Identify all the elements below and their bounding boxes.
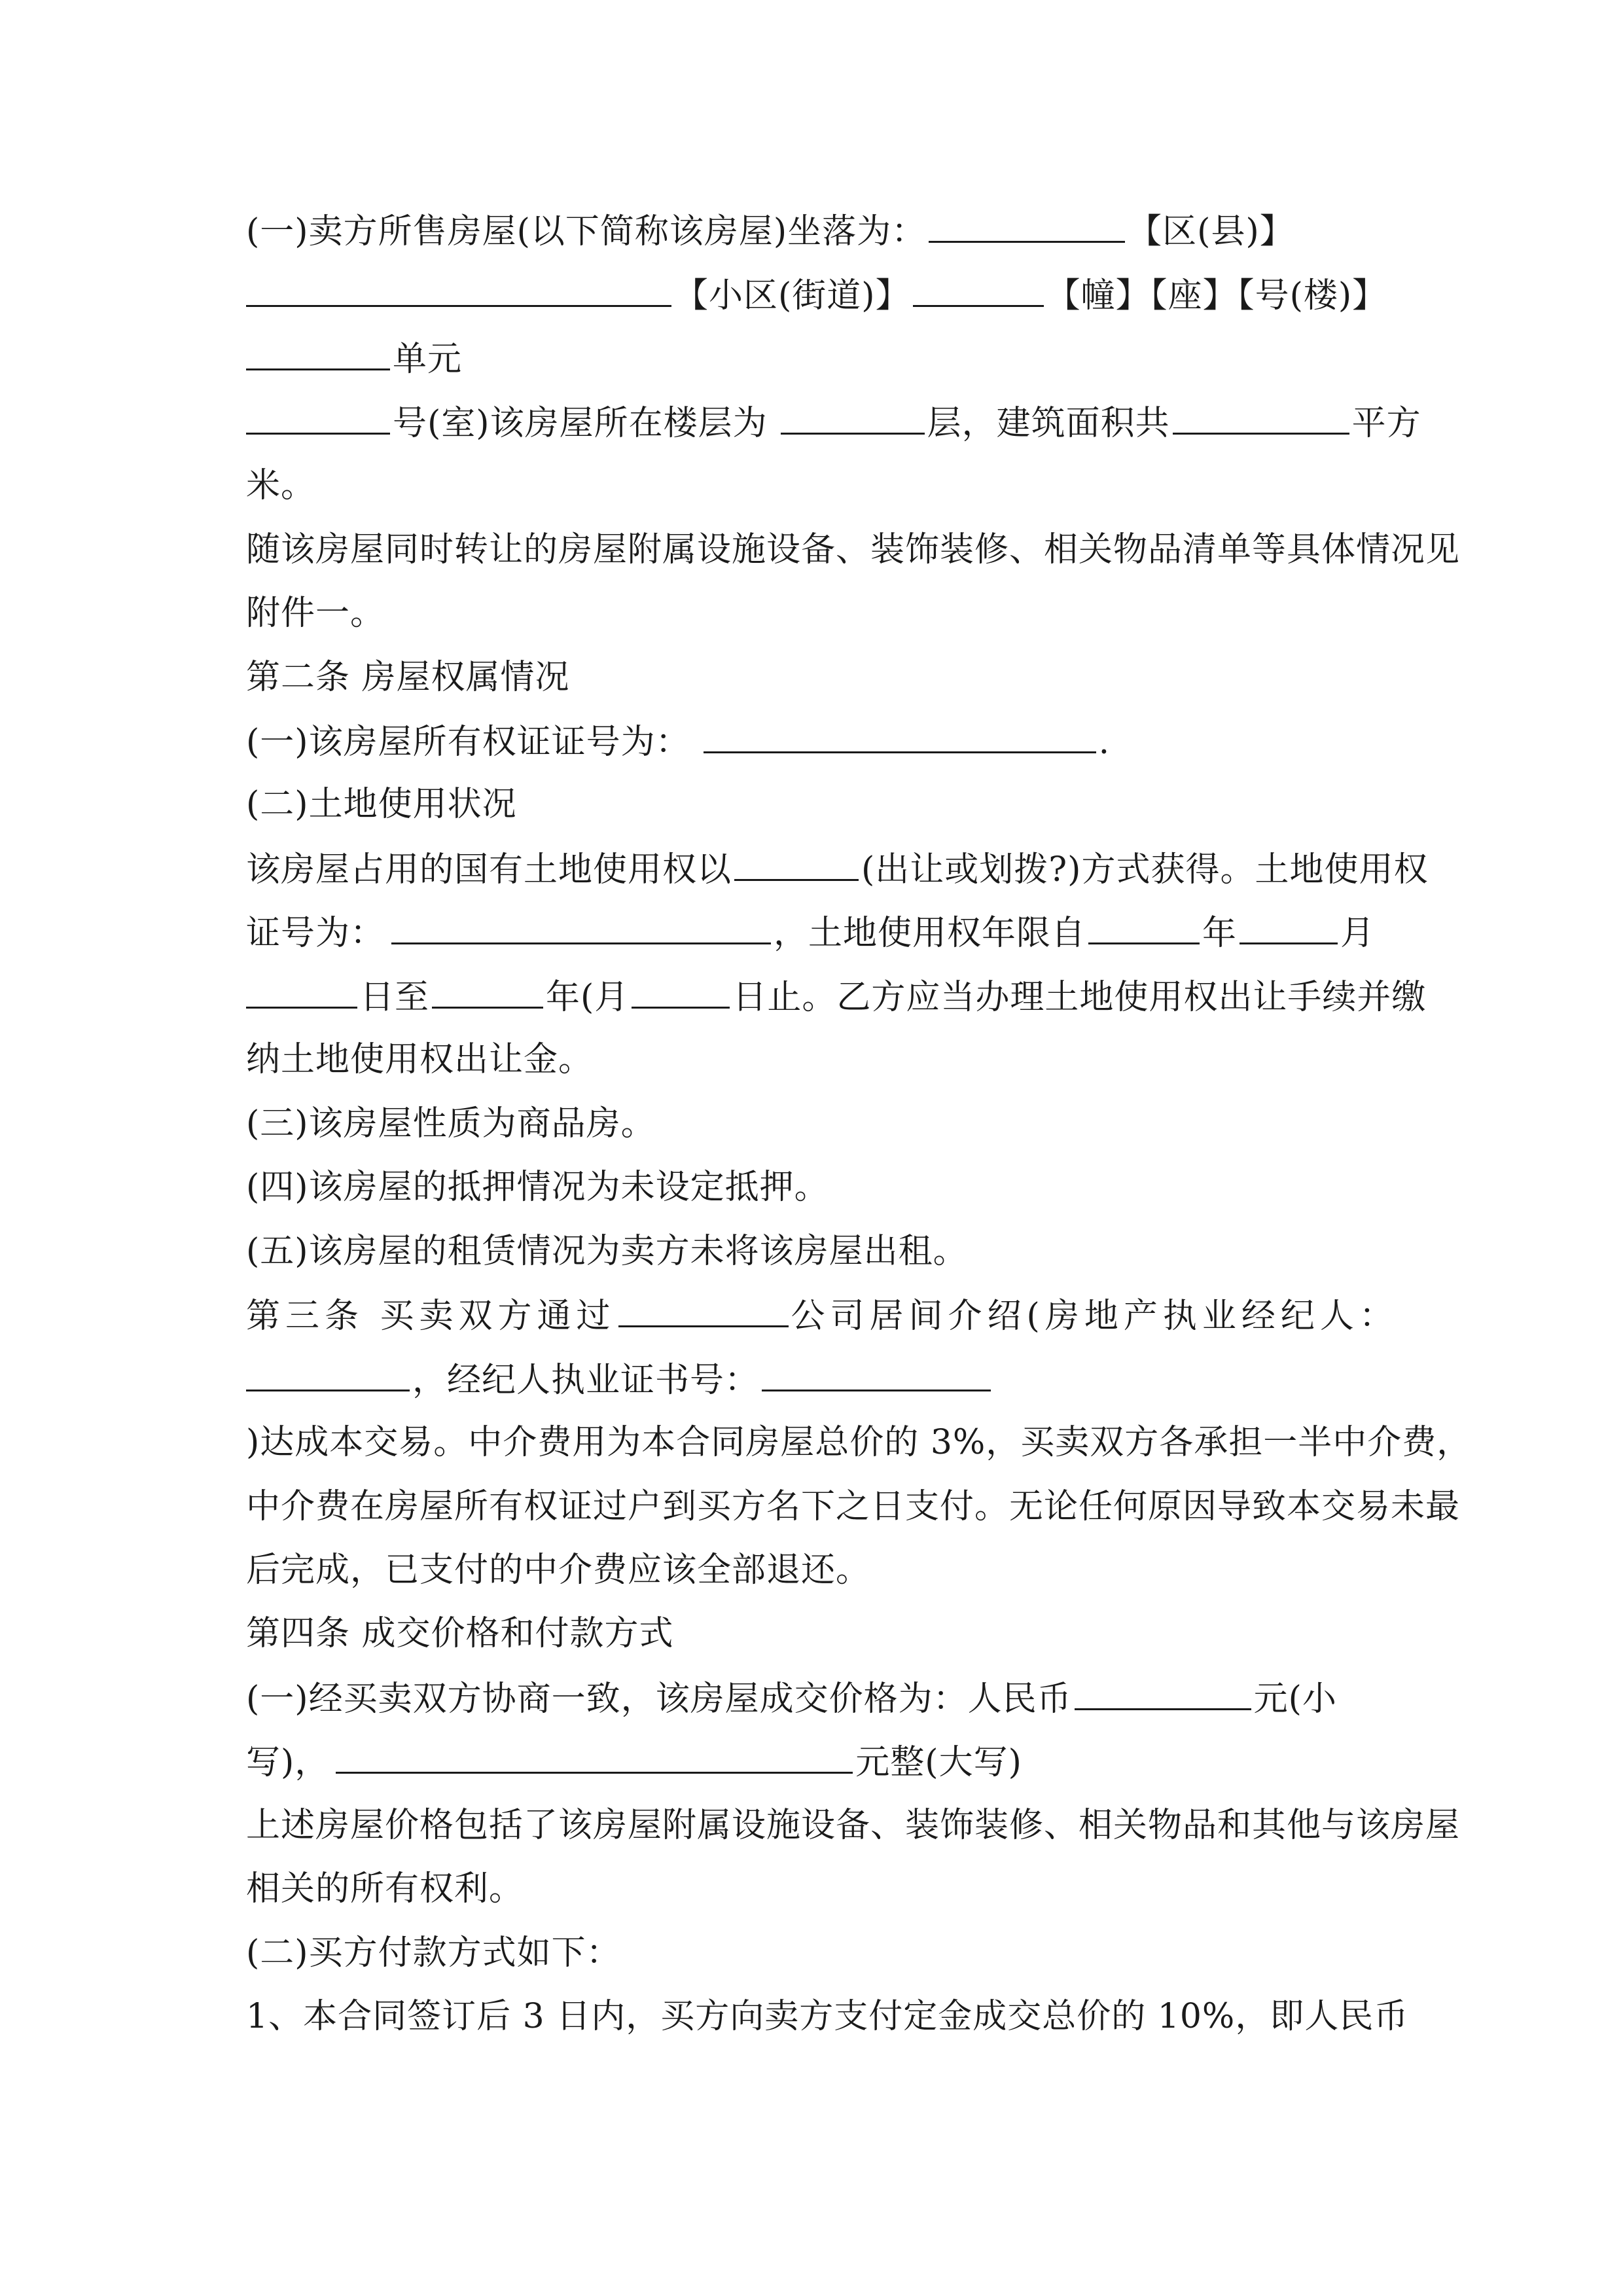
fill-blank[interactable] bbox=[432, 977, 543, 1009]
text-segment: 米。 bbox=[246, 466, 316, 505]
text-line bbox=[246, 1997, 1408, 2036]
text-segment: 年 bbox=[1202, 914, 1238, 953]
text-line bbox=[246, 1232, 968, 1271]
fill-blank[interactable] bbox=[913, 275, 1044, 307]
text-segment: (出让或划拨?)方式获得。土地使用权 bbox=[861, 850, 1429, 889]
text-segment: 第三条 买卖双方通过 bbox=[246, 1297, 616, 1336]
text-segment: 第二条 房屋权属情况 bbox=[246, 658, 570, 697]
section-heading bbox=[246, 1614, 674, 1653]
text-segment: (一)卖方所售房屋(以下简称该房屋)坐落为： bbox=[246, 212, 927, 251]
text-segment: 公司居间介绍(房地产执业经纪人： bbox=[791, 1297, 1399, 1336]
fill-blank[interactable] bbox=[336, 1742, 853, 1774]
text-line bbox=[246, 1104, 656, 1143]
fill-blank[interactable] bbox=[734, 849, 859, 881]
text-segment: 年(月 bbox=[546, 978, 630, 1017]
text-line bbox=[246, 1678, 1337, 1719]
text-segment: 纳土地使用权出让金。 bbox=[246, 1040, 594, 1079]
text-segment: (二)土地使用状况 bbox=[246, 785, 517, 824]
text-line bbox=[246, 1359, 993, 1400]
text-segment: . bbox=[1098, 723, 1111, 762]
text-segment: (五)该房屋的租赁情况为卖方未将该房屋出租。 bbox=[246, 1232, 968, 1271]
text-segment: 单元 bbox=[393, 340, 463, 379]
text-line bbox=[246, 594, 385, 633]
text-segment: 【幢】【座】【号(楼)】 bbox=[1046, 276, 1387, 315]
fill-blank[interactable] bbox=[246, 275, 671, 307]
text-segment: 层，建筑面积共 bbox=[927, 404, 1170, 443]
text-line bbox=[246, 338, 462, 379]
text-line bbox=[246, 1551, 870, 1590]
section-heading bbox=[246, 658, 570, 697]
text-segment: 证号为： bbox=[246, 914, 385, 953]
fill-blank[interactable] bbox=[704, 721, 1096, 753]
text-segment: 后完成，已支付的中介费应该全部退还。 bbox=[246, 1551, 871, 1590]
section-heading bbox=[246, 1295, 1399, 1336]
text-segment: 1、本合同签订后 3 日内，买方向卖方支付定金成交总价的 10%，即人民币 bbox=[246, 1997, 1409, 2036]
text-segment: 【区(县)】 bbox=[1128, 212, 1294, 251]
fill-blank[interactable] bbox=[781, 403, 925, 435]
fill-blank[interactable] bbox=[246, 977, 357, 1009]
text-segment: 平方 bbox=[1351, 404, 1421, 443]
text-segment: (一)经买卖双方协商一致，该房屋成交价格为：人民币 bbox=[246, 1679, 1072, 1719]
text-segment: 上述房屋价格包括了该房屋附属设施设备、装饰装修、相关物品和其他与该房屋 bbox=[246, 1806, 1461, 1845]
text-segment: 相关的所有权利。 bbox=[246, 1869, 524, 1909]
text-segment: (四)该房屋的抵押情况为未设定抵押。 bbox=[246, 1168, 829, 1207]
fill-blank[interactable] bbox=[618, 1295, 789, 1327]
text-line bbox=[246, 1742, 1022, 1782]
text-line bbox=[246, 849, 1428, 889]
text-segment: 随该房屋同时转让的房屋附属设施设备、装饰装修、相关物品清单等具体情况见 bbox=[246, 530, 1461, 569]
text-line bbox=[246, 466, 315, 505]
text-line bbox=[246, 785, 517, 824]
text-segment: 元整(大写) bbox=[855, 1743, 1022, 1782]
text-line bbox=[246, 275, 1387, 315]
text-line bbox=[246, 1487, 1460, 1526]
text-line bbox=[246, 1806, 1460, 1845]
text-line bbox=[246, 912, 1375, 953]
fill-blank[interactable] bbox=[246, 338, 390, 370]
text-segment: 该房屋占用的国有土地使用权以 bbox=[246, 850, 732, 889]
text-line bbox=[246, 211, 1294, 251]
text-segment: 第四条 成交价格和付款方式 bbox=[246, 1614, 674, 1653]
fill-blank[interactable] bbox=[246, 403, 390, 435]
text-line bbox=[246, 977, 1426, 1017]
text-segment: )达成本交易。中介费用为本合同房屋总价的 3%，买卖双方各承担一半中介费， bbox=[246, 1423, 1472, 1462]
fill-blank[interactable] bbox=[1075, 1678, 1251, 1710]
text-segment: 【小区(街道)】 bbox=[674, 276, 910, 315]
text-segment: 月 bbox=[1340, 914, 1376, 953]
text-segment: ，经纪人执业证书号： bbox=[412, 1361, 760, 1400]
fill-blank[interactable] bbox=[632, 977, 730, 1009]
text-segment: 元(小 bbox=[1253, 1679, 1337, 1719]
text-line bbox=[246, 1423, 1471, 1462]
fill-blank[interactable] bbox=[391, 912, 771, 944]
fill-blank[interactable] bbox=[246, 1359, 410, 1391]
text-segment: (一)该房屋所有权证证号为： bbox=[246, 723, 690, 762]
fill-blank[interactable] bbox=[929, 211, 1125, 243]
fill-blank[interactable] bbox=[1240, 912, 1338, 944]
fill-blank[interactable] bbox=[1088, 912, 1200, 944]
text-line bbox=[246, 721, 1110, 762]
text-segment: 附件一。 bbox=[246, 594, 385, 633]
text-line bbox=[246, 1168, 829, 1207]
text-segment: 日止。乙方应当办理土地使用权出让手续并缴 bbox=[732, 978, 1427, 1017]
fill-blank[interactable] bbox=[1173, 403, 1349, 435]
text-line bbox=[246, 1933, 621, 1973]
text-segment: 写)， bbox=[246, 1743, 330, 1782]
fill-blank[interactable] bbox=[762, 1359, 991, 1391]
text-segment: 中介费在房屋所有权证过户到买方名下之日支付。无论任何原因导致本交易未最 bbox=[246, 1487, 1461, 1526]
text-segment: (三)该房屋性质为商品房。 bbox=[246, 1104, 656, 1143]
text-segment: 号(室)该房屋所在楼层为 bbox=[393, 404, 768, 443]
text-line bbox=[246, 1869, 524, 1909]
text-segment: ，土地使用权年限自 bbox=[774, 914, 1086, 953]
text-segment: 日至 bbox=[360, 978, 430, 1017]
text-line bbox=[246, 403, 1421, 443]
text-line bbox=[246, 530, 1460, 569]
text-segment: (二)买方付款方式如下： bbox=[246, 1933, 621, 1973]
text-line bbox=[246, 1040, 593, 1079]
